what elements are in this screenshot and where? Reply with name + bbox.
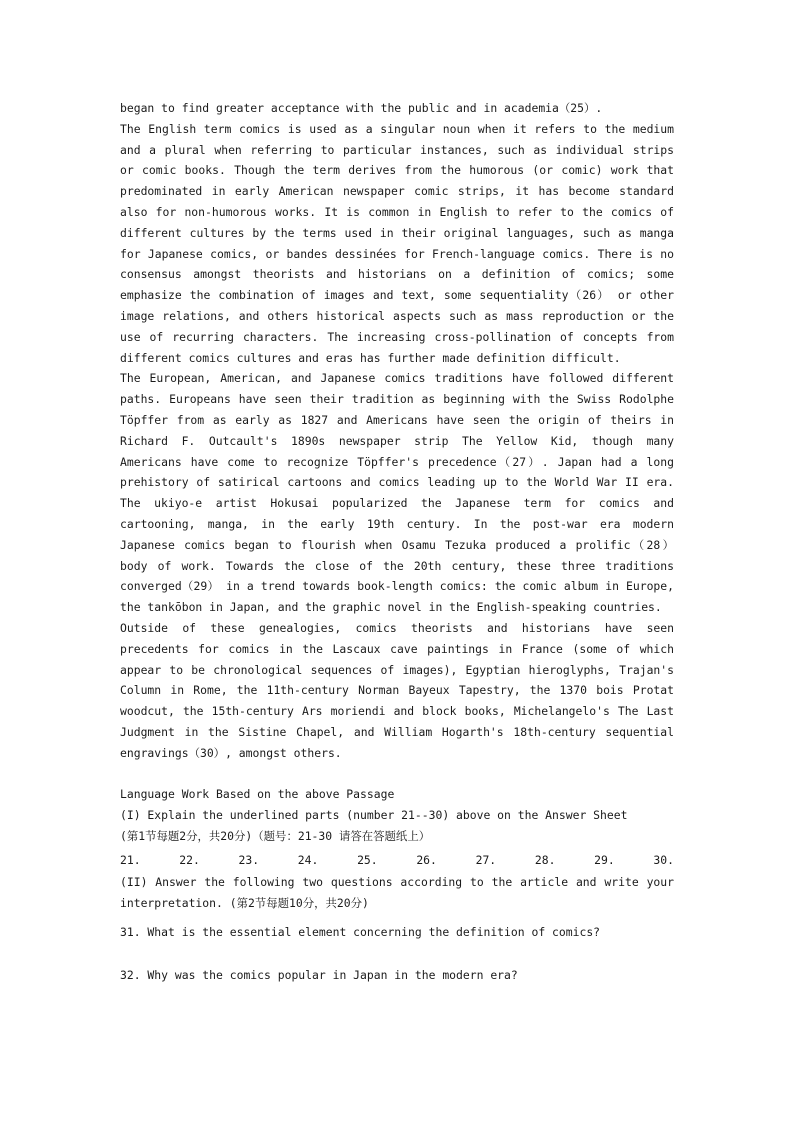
answer-number: 27. (475, 852, 497, 867)
answer-number: 28. (534, 852, 556, 867)
answer-number: 30. (653, 852, 674, 867)
answer-number: 29. (594, 852, 615, 867)
language-work-title: Language Work Based on the above Passage (120, 787, 395, 802)
passage-paragraph-1: began to find greater acceptance with the public and in academia（25）. (120, 101, 603, 115)
answer-number-row (120, 850, 674, 871)
passage-paragraph-2: The English term comics is used as a singular noun when it refers to the medium and a plural when referring to particular instances, such as individual strips or comic books. Though the term derives from the humorous (or comic) work that predominated in early American newspaper comic strips, it has become standard also for non-humorous works. It is common in English to refer to the comics of different cultures by the terms used in their original languages, such as manga for Japanese comics, or bandes dessinées for French-language comics. There is no consensus amongst theorists and historians on a definition of comics; some emphasize the combination of images and text, some sequentiality（26） or other image relations, and others historical aspects such as mass reproduction or the use of recurring characters. The increasing cross-pollination of concepts from different comics cultures and eras has further made definition difficult. (120, 121, 674, 365)
spacer (120, 943, 674, 965)
spacer (120, 914, 674, 922)
answer-number: 24. (297, 852, 319, 867)
answer-number: 23. (238, 852, 260, 867)
answer-number: 25. (357, 852, 378, 867)
question-31: 31. What is the essential element concerning the definition of comics? (120, 925, 601, 940)
spacer (120, 764, 674, 785)
part1-instruction: (I) Explain the underlined parts (number 21--30) above on the Answer Sheet (120, 808, 628, 823)
answer-number: 21. (120, 852, 141, 867)
document-page (120, 98, 674, 986)
passage-paragraph-3: The European, American, and Japanese comics traditions have followed different paths. Europeans have seen their tradition as beginning with the Swiss Rodolphe Töpffer from as early as 1827 and Americans have seen the origin of theirs in Richard F. Outcault's 1890s newspaper strip The Yellow Kid, though many Americans have come to recognize Töpffer's precedence（27）. Japan had a long prehistory of satirical cartoons and comics leading up to the World War II era. The ukiyo-e artist Hokusai popularized the Japanese term for comics and cartooning, manga, in the early 19th century. In the post-war era modern Japanese comics began to flourish when Osamu Tezuka produced a prolific（28） body of work. Towards the close of the 20th century, these three traditions converged（29） in a trend towards book-length comics: the comic album in Europe, the tankōbon in Japan, and the graphic novel in the English-speaking countries. (120, 371, 674, 615)
answer-number: 26. (416, 852, 437, 867)
part2-instruction: (II) Answer the following two questions according to the article and write your interpretation. (第2节每题10分，共20分) (120, 875, 674, 911)
passage-paragraph-4: Outside of these genealogies, comics theorists and historians have seen precedents for comics in the Lascaux cave paintings in France (some of which appear to be chronological sequences of images), Egyptian hieroglyphs, Trajan's Column in Rome, the 11th-century Norman Bayeux Tapestry, the 1370 bois Protat woodcut, the 15th-century Ars moriendi and block books, Michelangelo's The Last Judgment in the Sistine Chapel, and William Hogarth's 18th-century sequential engravings（30）, amongst others. (120, 620, 674, 760)
part1-note: (第1节每题2分，共20分)（题号：21-30 请答在答题纸上） (120, 828, 431, 843)
question-32: 32. Why was the comics popular in Japan in the modern era? (120, 967, 518, 982)
answer-number: 22. (179, 852, 200, 867)
